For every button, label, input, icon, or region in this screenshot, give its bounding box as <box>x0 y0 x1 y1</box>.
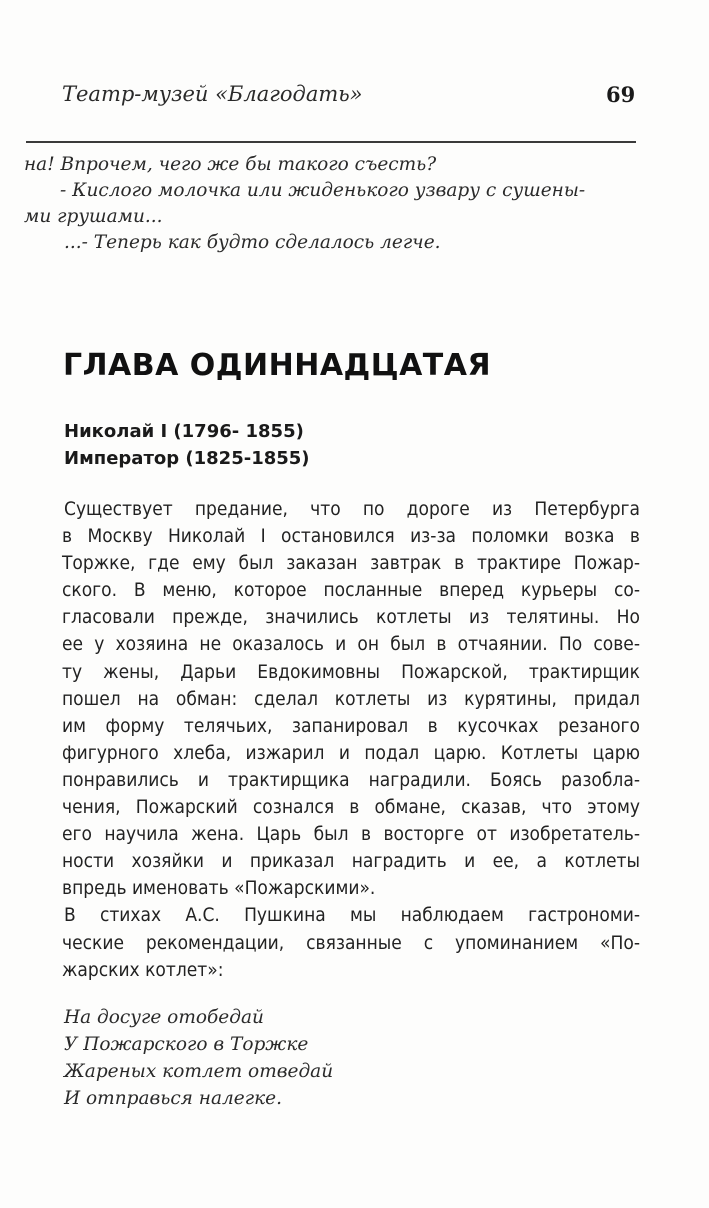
paragraph-line: впредь именовать «Пожарскими». <box>62 877 376 900</box>
verse-line: И отправься налегке. <box>64 1088 282 1109</box>
verse-quote <box>64 1004 333 1112</box>
paragraph-line: им форму телячьих, запанировал в кусочках резаного <box>62 714 640 737</box>
header-rule <box>26 141 636 143</box>
paragraph-line: Торжке, где ему был заказан завтрак в трактире Пожар- <box>62 552 640 575</box>
verse-line: На досуге отобедай <box>64 1007 264 1028</box>
dialogue-line: ...- Теперь как будто сделалось легче. <box>64 232 441 253</box>
paragraph-line: понравились и трактирщика наградили. Боясь разобла- <box>62 768 640 791</box>
dialogue-line: на! Впрочем, чего же бы такого съесть? <box>24 154 437 175</box>
paragraph-line: ности хозяйки и приказал наградить и ее, а котлеты <box>62 850 640 873</box>
paragraph-line: ее у хозяина не оказалось и он был в отчаянии. По сове- <box>62 633 640 656</box>
dialogue-excerpt <box>24 152 639 256</box>
paragraph-line: чения, Пожарский сознался в обмане, сказав, что этому <box>62 796 640 819</box>
dialogue-line: ми грушами... <box>24 206 163 227</box>
body-text <box>62 496 640 984</box>
dialogue-line: - Кислого молочка или жиденького узвару с сушены- <box>60 180 586 201</box>
chapter-subtitle-reign: Император (1825-1855) <box>64 448 310 469</box>
verse-line: У Пожарского в Торжке <box>64 1034 309 1055</box>
paragraph-line: гласовали прежде, значились котлеты из телятины. Но <box>62 606 640 629</box>
paragraph-line: в Москву Николай I остановился из-за поломки возка в <box>62 525 640 548</box>
paragraph-line: В стихах А.С. Пушкина мы наблюдаем гастрономи- <box>64 904 640 927</box>
paragraph-line: Существует предание, что по дороге из Петербурга <box>64 498 640 520</box>
paragraph-line: пошел на обман: сделал котлеты из курятины, придал <box>62 687 640 710</box>
paragraph-line: ту жены, Дарьи Евдокимовны Пожарской, трактирщик <box>62 660 640 683</box>
chapter-title: ГЛАВА ОДИННАДЦАТАЯ <box>63 348 492 383</box>
paragraph-line: его научила жена. Царь был в восторге от изобретатель- <box>62 823 640 846</box>
paragraph-line: фигурного хлеба, изжарил и подал царю. Котлеты царю <box>62 741 640 764</box>
paragraph-line: жарских котлет»: <box>62 958 224 981</box>
chapter-subheads <box>64 418 310 472</box>
running-title: Театр-музей «Благодать» <box>62 82 363 106</box>
verse-line: Жареных котлет отведай <box>64 1061 334 1082</box>
paragraph-line: ского. В меню, которое посланные вперед курьеры со- <box>62 579 640 602</box>
page-number: 69 <box>606 82 636 107</box>
chapter-subtitle-name: Николай I (1796- 1855) <box>64 421 304 442</box>
paragraph-line: ческие рекомендации, связанные с упоминанием «По- <box>62 931 640 954</box>
